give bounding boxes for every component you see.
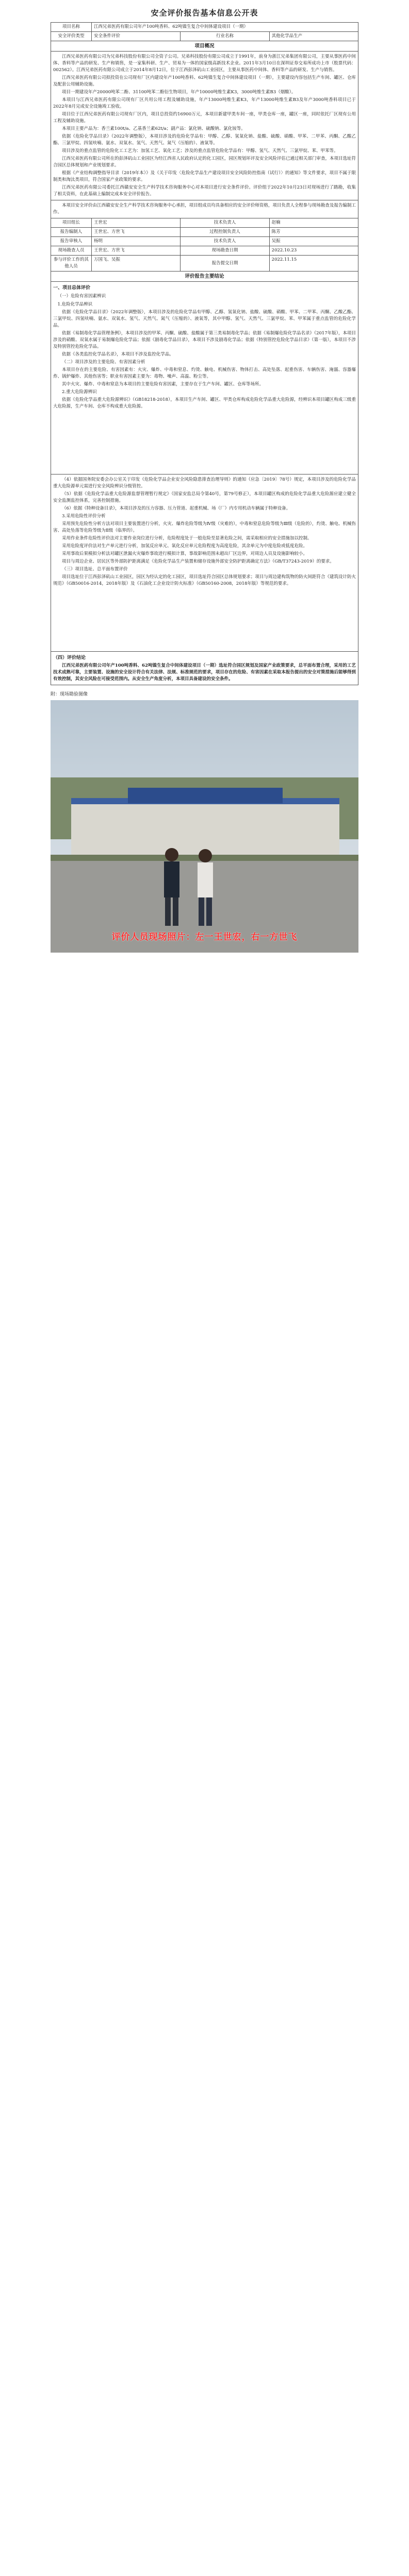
conclusion-paragraph: （6）依据《特种设备目录》，本项目涉及的压力容器、压力管道、起重机械、场（厂）内专用机动车辆属于特种设备。 [62,506,291,511]
conclusion-paragraph: 依据《易制毒化学品管理条例》，本项目涉及的甲苯、丙酮、硫酸、盐酸属于第三类易制毒化学品；依据《易制爆危险化学品名录》（2017年版），本项目涉及的硝酸、双氧水属于易制爆危险化学品；依据《剧毒化学品目录》，本项目不涉及剧毒化学品；依据《特别管控危险化学品目录》（第一版），本项目不涉及特别管控危险化学品。 [53,331,356,349]
hazards-paragraph: 依据《危险化学品目录》（2022年调整版），本项目涉及的危险化学品有：甲醇、乙醇、氢氧化钠、盐酸、硫酸、硝酸、甲苯、二甲苯、丙酮、乙酸乙酯、三氯甲烷、四氢呋喃、氨水、双氧水、氢气、天然气、氮气（压缩的）、液氧等。 [53,134,356,146]
policy-paragraph: 根据《产业结构调整指导目录（2019年本）》及《关于印发〈危险化学品生产建设项目安全风险防控指南（试行）〉的通知》等文件要求，项目不属于限制类和淘汰类项目，符合国家产业政策的要求。 [53,171,356,182]
conclusion-paragraph: 采用危险度评价法对生产单元进行分析，加氢反应单元、氧化反应单元危险程度为高度危险，其余单元为中度危险或低度危险。 [62,544,308,549]
site-photo-illustration [51,700,358,953]
conclusion-paragraph: 3.采用危险性评价分析 [62,514,106,519]
document-page [51,5,358,953]
conclusion-paragraph: （二）项目涉及的主要危险、有害因素分析 [62,360,145,365]
overview-body [51,52,358,200]
personnel-cell: 现场勘查日期 [181,246,269,256]
personnel-cell: 2022.11.15 [269,256,358,272]
personnel-intro-text: 本项目安全评价由江西赣安安全生产科学技术咨询服务中心承担，项目组成员均具备相应的安全评价师资格，项目负责人全程参与现场勘查及报告编制工作。 [53,203,356,215]
personnel-cell: 技术负责人 [181,237,269,246]
overview-paragraph: 项目位于江西兄弟医药有限公司现有厂区内，项目总投资约16900万元，本项目新建甲类车间一座，甲类仓库一座，罐区一座，同时依托厂区现有公用工程及辅助设施。 [53,112,356,124]
closing-title: （四）评价结论 [53,655,86,660]
blank-space [53,588,356,650]
personnel-cell: 报告提交日期 [181,256,269,272]
conclusion-paragraph: （三）项目选址、总平面布置评价 [62,567,128,572]
industry-label: 行业名称 [181,32,269,41]
conclusion-paragraph: 项目选址位于江西彭泽矶山工业园区，园区为经认定的化工园区，项目选址符合园区总体规划要求；项目与周边建构筑物的防火间距符合《建筑设计防火规范》（GB50016-2014，2018年版）及《石油化工企业设计防火标准》（GB50160-2008，2018年版）等规范的要求。 [53,574,356,586]
conclusion-paragraph: 2.重大危险源辨识 [62,389,97,395]
blank-space [53,411,356,473]
conclusion-paragraph: 采用作业条件危险性评价法对主要作业岗位进行分析，危险程度处于一般危险至显著危险之间，需采取相应的安全措施加以控制。 [62,536,312,541]
conclusion-paragraph: 采用事故后果模拟分析法对罐区泄漏火灾爆炸事故进行模拟计算，事故影响范围未超出厂区边界，对周边人员及设施影响较小。 [62,551,308,556]
conclusion-paragraph: （5）依据《危险化学品重大危险源监督管理暂行规定》（国家安监总局令第40号，第79号修正），本项目罐区构成的危险化学品重大危险源应建立健全安全监测监控体系，完善控制措施。 [53,492,356,503]
conclusion-body-upper [51,282,358,474]
conclusion-section-title: 一、项目总体评价 [53,285,91,291]
overview-paragraph: 项目一期建设年产20000吨苯二酚、31100吨苯二酚衍生物项目，年产10000吨维生素K3，3000吨维生素B3（烟酸）。 [62,90,296,95]
assessment-paragraph: 江西兄弟医药有限公司委托江西赣安安全生产科学技术咨询服务中心对本项目进行安全条件评价。评价组于2022年10月23日对现场进行了踏勘，收集了相关资料，在此基础上编制完成本安全评价报告。 [53,185,356,197]
conclusion-paragraph: 依据《危险化学品目录》（2022年调整版），本项目涉及的危险化学品有甲醇、乙醇、氢氧化钠、盐酸、硫酸、硝酸、甲苯、二甲苯、丙酮、乙酸乙酯、三氯甲烷、四氢呋喃、氨水、双氧水、氢气、天然气、氮气（压缩的）、液氧等，其中甲醇、氢气、天然气、三氯甲烷、苯、甲苯属于重点监管的危险化学品。 [53,310,356,328]
personnel-cell: 2022.10.23 [269,246,358,256]
conclusion-closing [51,652,358,685]
overview-paragraph: 本项目与江西兄弟医药有限公司现有厂区共用公用工程及辅助设施，年产13000吨维生素K3，年产13000吨维生素B3及年产3000吨香料项目已于2022年8月完成安全设施竣工验收。 [53,97,356,109]
personnel-cell: 技术负责人 [181,218,269,228]
personnel-cell: 赵楠 [269,218,358,228]
conclusion-paragraph: 依据《危险化学品重大危险源辨识》（GB18218-2018），本项目生产车间、罐区、甲类仓库构成危险化学品重大危险源，经辨识本项目罐区构成三级重大危险源，生产车间、仓库不构成重大危险源。 [53,397,356,409]
safety-type-value: 安全条件评价 [92,32,181,41]
personnel-cell: 报告编制人 [51,228,92,237]
personnel-cell: 王世宏、方世飞 [92,246,181,256]
personnel-cell: 现场勘查人员 [51,246,92,256]
conclusion-paragraph: 采用预先危险性分析方法对项目主要装置进行分析，火灾、爆炸危险等级为Ⅳ级（灾难的），中毒和窒息危险等级为Ⅲ级（危险的），灼烫、触电、机械伤害、高处坠落等危险等级为Ⅱ级（临界的）。 [53,521,356,533]
closing-paragraph: 江西兄弟医药有限公司年产100吨香料、62吨镍生复合中间体建设项目（一期）选址符合园区规划及国家产业政策要求，总平面布置合理，采用的工艺技术成熟可靠，主要装置、设施的安全设计符合有关法律、法规、标准规范的要求，项目存在的危险、有害因素在采取本报告提出的安全对策措施后能够得到有效控制，其安全风险在可接受范围内。从安全生产角度分析，本项目具备建设的安全条件。 [53,663,356,682]
factory-building [71,798,339,855]
personnel-cell: 参与评价工作的其他人员 [51,256,92,272]
appendix-note: 附：现场勘验图像 [51,692,88,697]
signboard [128,788,283,803]
project-name-value: 江西兄弟医药有限公司年产100吨香料、62吨镍生复合中间体建设项目（一期） [92,23,358,32]
conclusion-paragraph: 其中火灾、爆炸、中毒和窒息为本项目的主要危险有害因素，主要存在于生产车间、罐区、仓库等场所。 [62,382,264,387]
personnel-cell: 王世宏 [92,218,181,228]
safety-type-label: 安全评价类型 [51,32,92,41]
overview-heading: 项目概况 [51,41,358,52]
personnel-cell: 过程控制负责人 [181,228,269,237]
personnel-intro [51,200,358,218]
personnel-cell: 陈芳 [269,228,358,237]
personnel-cell: 报告审核人 [51,237,92,246]
conclusion-heading: 评价报告主要结论 [51,272,358,282]
photo-caption: 评价人员现场照片：左一王世宏，右一方世飞 [111,932,298,942]
industry-value: 其他化学品生产 [269,32,358,41]
conclusion-paragraph: 依据《各类监控化学品名录》，本项目不涉及监控化学品。 [62,352,174,357]
siting-paragraph: 江西兄弟医药有限公司所在的彭泽矶山工业园区为经江西省人民政府认定的化工园区，园区规划环评及安全风险评估已通过相关部门审查，本项目选址符合园区总体规划和产业规划要求。 [53,156,356,168]
products-paragraph: 本项目主要产品为：香兰素100t/a、乙基香兰素62t/a；副产品：氯化钠、硫酸钠、氯化铵等。 [62,126,246,131]
conclusion-paragraph: （4）依据国务院安委会办公室关于印发《危险化学品企业安全风险隐患排查治理导则》的通知（应急〔2019〕78号）规定，本项目涉及的危险化学品重大危险源单元需进行安全风险辨识分级管控。 [53,477,356,489]
personnel-cell: 万国飞、吴振 [92,256,181,272]
conclusion-body-lower [51,474,358,652]
conclusion-subtitle: （一）危险有害因素辨识 [57,294,106,299]
personnel-cell: 吴振 [269,237,358,246]
overview-paragraph: 江西兄弟医药有限公司为兄弟科技股份有限公司全资子公司。兄弟科技股份有限公司成立于1991年，前身为浙江兄弟集团有限公司，主要从事医药中间体、香料等产品的研发、生产和销售，是一家集科研、生产、贸易为一体的国家级高新技术企业。2011年3月10日在深圳证券交易所成功上市（股票代码：002562）。江西兄弟医药有限公司成立于2014年8月12日，位于江西彭泽矶山工业园区，主要从事医药中间体、香料等产品的研发、生产与销售。 [53,54,356,73]
conclusion-item-title: 1.危险化学品辨识 [57,302,93,307]
personnel-cell: 王世宏、方世飞 [92,228,181,237]
conclusion-paragraph: 本项目存在的主要危险、有害因素有：火灾、爆炸、中毒和窒息、灼烫、触电、机械伤害、物体打击、高处坠落、起重伤害、车辆伤害、淹溺、容器爆炸、锅炉爆炸、其他伤害等；职业有害因素主要为：毒物、噪声、高温、粉尘等。 [53,367,356,379]
conclusion-paragraph: 项目与周边企业、居民区等外部防护距离满足《危险化学品生产装置和储存设施外部安全防护距离确定方法》（GB/T37243-2019）的要求。 [62,559,334,564]
overview-paragraph: 江西兄弟医药有限公司拟投资在公司现有厂区内建设年产100吨香料、62吨镍生复合中间体建设项目（一期），主要建设内容包括生产车间、罐区、仓库及配套公用辅助设施。 [53,75,356,87]
process-paragraph: 项目涉及的重点监管的危险化工工艺为：加氢工艺、氧化工艺；涉及的重点监管危险化学品有：甲醇、氢气、天然气、三氯甲烷、苯、甲苯等。 [62,148,338,154]
basic-info-table [51,22,358,685]
personnel-cell: 杨明 [92,237,181,246]
site-photo [51,700,358,953]
personnel-cell: 项目组长 [51,218,92,228]
project-name-label: 项目名称 [51,23,92,32]
document-title: 安全评价报告基本信息公开表 [151,8,258,18]
